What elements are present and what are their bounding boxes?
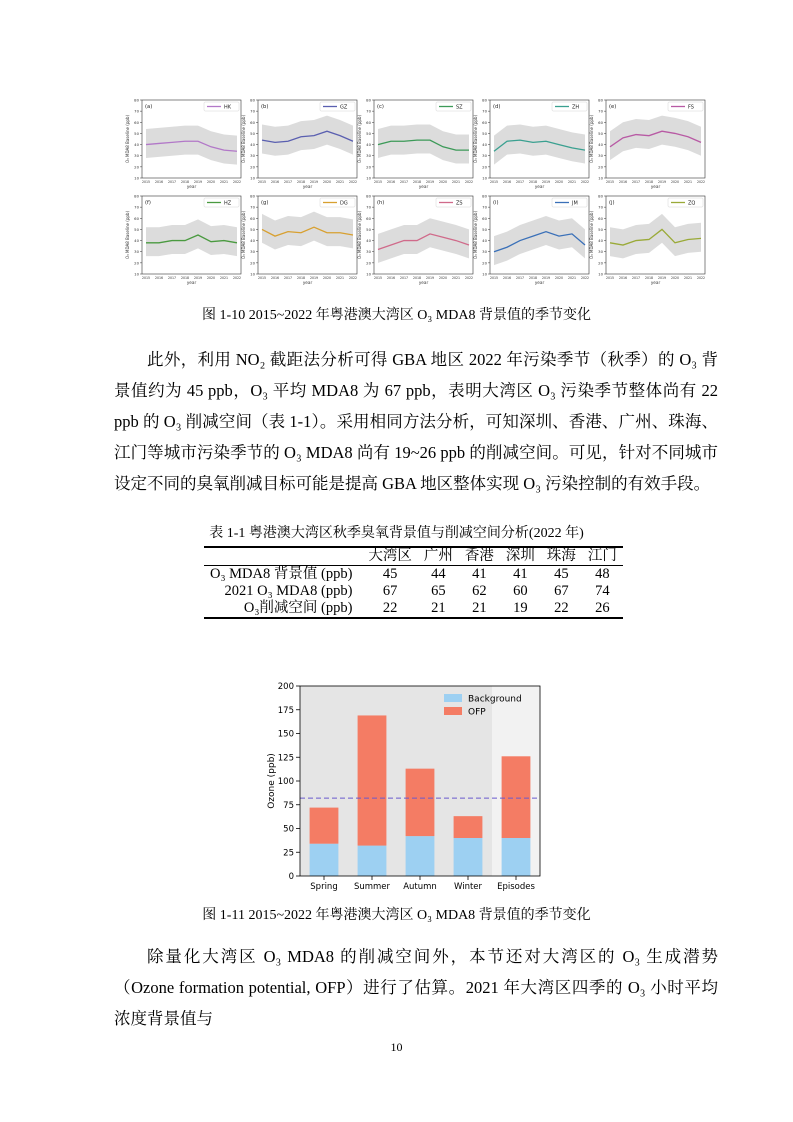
table-cell: 67	[554, 583, 569, 599]
x-tick-label: Summer	[353, 882, 391, 892]
y-tick-label: 50	[482, 226, 487, 232]
panel-letter: (b)	[261, 104, 269, 110]
x-tick-label: 2019	[541, 276, 551, 280]
x-tick-label: 2018	[180, 180, 190, 184]
table-1-1	[204, 546, 623, 619]
y-tick-label: 70	[366, 108, 371, 114]
x-tick-label: 2018	[644, 180, 654, 184]
y-tick-label: 125	[277, 753, 294, 764]
x-tick-label: 2019	[309, 276, 319, 280]
x-tick-label: 2017	[515, 180, 525, 184]
x-tick-label: 2020	[322, 276, 332, 280]
y-tick-label: 50	[366, 130, 371, 136]
y-tick-label: 70	[598, 204, 603, 210]
table-cell: 41	[472, 566, 487, 582]
y-tick-label: 10	[598, 175, 603, 181]
x-tick-label: 2016	[502, 276, 512, 280]
table-cell: 21	[431, 600, 446, 616]
y-tick-label: 20	[598, 164, 603, 170]
x-tick-label: 2019	[425, 276, 435, 280]
y-tick-label: 50	[482, 130, 487, 136]
legend-label: HK	[224, 104, 232, 111]
legend-label: ZS	[456, 200, 463, 207]
y-tick-label: 70	[134, 108, 139, 114]
x-tick-label: 2016	[618, 276, 628, 280]
y-tick-label: 70	[598, 108, 603, 114]
x-tick-label: 2021	[219, 276, 229, 280]
table-row	[204, 566, 623, 584]
x-tick-label: 2015	[489, 276, 499, 280]
range-band	[494, 125, 585, 165]
y-tick-label: 80	[598, 97, 603, 103]
x-tick-label: 2017	[283, 276, 293, 280]
x-tick-label: 2021	[451, 180, 461, 184]
x-tick-label: 2022	[232, 180, 242, 184]
y-tick-label: 200	[277, 682, 294, 692]
table-cell: 67	[382, 583, 398, 599]
y-tick-label: 50	[134, 226, 139, 232]
table-cell: 44	[431, 566, 446, 582]
x-tick-label: Spring	[310, 882, 338, 892]
y-tick-label: 30	[598, 153, 603, 159]
y-tick-label: 20	[134, 260, 139, 266]
y-axis-label: Ozone (ppb)	[267, 753, 277, 809]
y-axis-label: O₃ MDA8 Baseline (ppb)	[473, 210, 478, 260]
table-cell: 65	[431, 583, 446, 599]
y-tick-label: 100	[277, 777, 294, 787]
range-band	[494, 216, 585, 265]
x-tick-label: 2015	[605, 276, 615, 280]
y-tick-label: 20	[366, 260, 371, 266]
x-tick-label: 2016	[502, 180, 512, 184]
x-tick-label: 2018	[412, 276, 422, 280]
y-tick-label: 20	[482, 260, 487, 266]
table-header-cell: 珠海	[546, 548, 576, 564]
bar-background-winter	[454, 838, 483, 876]
panel-hk	[125, 98, 241, 190]
y-axis-label: O₃ MDA8 Baseline (ppb)	[589, 114, 594, 164]
x-tick-label: 2017	[631, 276, 641, 280]
x-tick-label: 2020	[322, 180, 332, 184]
y-tick-label: 20	[482, 164, 487, 170]
table-header-cell: 江门	[587, 548, 617, 564]
seasonal-ozone-bar-chart	[262, 676, 552, 896]
y-tick-label: 70	[482, 108, 487, 114]
legend-label-ofp: OFP	[468, 707, 486, 718]
x-tick-label: 2019	[193, 180, 203, 184]
y-tick-label: 30	[134, 249, 139, 255]
x-tick-label: 2021	[683, 276, 693, 280]
panel-letter: (d)	[493, 104, 501, 110]
x-tick-label: 2021	[567, 180, 577, 184]
y-tick-label: 25	[283, 848, 294, 859]
x-tick-label: Episodes	[497, 882, 535, 892]
y-tick-label: 10	[482, 175, 487, 181]
bar-background-summer	[358, 846, 387, 876]
panel-zq	[589, 194, 705, 286]
panel-zs	[357, 194, 473, 286]
legend-label-background: Background	[468, 694, 522, 705]
x-tick-label: 2019	[193, 276, 203, 280]
city-baseline-panels	[120, 92, 720, 292]
y-tick-label: 175	[277, 705, 294, 716]
y-tick-label: 150	[277, 729, 294, 740]
x-tick-label: 2015	[373, 180, 383, 184]
y-tick-label: 50	[250, 226, 255, 232]
x-tick-label: 2022	[232, 276, 242, 280]
y-tick-label: 40	[598, 238, 603, 244]
x-tick-label: 2022	[464, 180, 474, 184]
bar-ofp-summer	[358, 715, 387, 845]
x-tick-label: 2019	[425, 180, 435, 184]
x-tick-label: 2015	[373, 276, 383, 280]
x-tick-label: 2018	[528, 276, 538, 280]
x-tick-label: 2018	[412, 180, 422, 184]
x-tick-label: 2018	[180, 276, 190, 280]
y-tick-label: 40	[366, 142, 371, 148]
y-tick-label: 20	[366, 164, 371, 170]
y-tick-label: 60	[482, 215, 487, 221]
x-tick-label: Autumn	[403, 882, 437, 892]
panel-dg	[241, 194, 357, 286]
x-tick-label: 2017	[631, 180, 641, 184]
panel-fs	[589, 98, 705, 190]
table-cell: 22	[554, 600, 569, 616]
table-cell: 48	[595, 566, 610, 582]
bar-ofp-autumn	[406, 769, 435, 836]
x-tick-label: 2019	[657, 276, 667, 280]
table-cell: 19	[513, 600, 528, 616]
x-tick-label: 2022	[464, 276, 474, 280]
y-tick-label: 70	[482, 204, 487, 210]
figure-1-11-caption: 图 1-11 2015~2022 年粤港澳大湾区 O₃ MDA8 背景值的季节变化	[202, 908, 591, 923]
x-tick-label: 2019	[541, 180, 551, 184]
y-tick-label: 10	[366, 175, 371, 181]
legend-label: HZ	[224, 200, 232, 207]
x-axis-label: year	[418, 184, 429, 189]
x-tick-label: 2016	[270, 276, 280, 280]
y-tick-label: 20	[250, 260, 255, 266]
y-tick-label: 80	[482, 97, 487, 103]
table-header-cell: 香港	[464, 548, 494, 564]
x-tick-label: 2020	[670, 276, 680, 280]
y-tick-label: 60	[134, 119, 139, 125]
y-tick-label: 60	[598, 215, 603, 221]
y-tick-label: 10	[598, 271, 603, 277]
x-tick-label: 2015	[141, 276, 151, 280]
y-tick-label: 30	[598, 249, 603, 255]
x-tick-label: 2022	[696, 180, 706, 184]
x-tick-label: 2015	[489, 180, 499, 184]
y-tick-label: 50	[598, 226, 603, 232]
y-tick-label: 20	[598, 260, 603, 266]
y-tick-label: 80	[366, 193, 371, 199]
y-tick-label: 60	[250, 119, 255, 125]
x-tick-label: 2020	[206, 180, 216, 184]
legend-swatch-ofp	[444, 707, 462, 715]
table-cell: 45	[554, 566, 569, 582]
y-tick-label: 70	[250, 108, 255, 114]
x-tick-label: 2017	[167, 180, 177, 184]
x-tick-label: 2021	[335, 180, 345, 184]
legend-label: SZ	[456, 104, 463, 111]
x-tick-label: 2022	[348, 276, 358, 280]
y-tick-label: 20	[134, 164, 139, 170]
panel-letter: (e)	[609, 104, 617, 110]
y-tick-label: 50	[134, 130, 139, 136]
x-tick-label: 2016	[154, 180, 164, 184]
bar-background-episodes	[502, 838, 531, 876]
panel-letter: (j)	[609, 200, 615, 206]
table-cell: 41	[513, 566, 528, 582]
x-tick-label: 2022	[580, 180, 590, 184]
x-tick-label: 2021	[567, 276, 577, 280]
y-tick-label: 80	[366, 97, 371, 103]
table-cell: 21	[472, 600, 487, 616]
y-tick-label: 75	[283, 800, 294, 811]
x-tick-label: 2016	[270, 180, 280, 184]
y-tick-label: 70	[366, 204, 371, 210]
table-cell: 62	[472, 583, 487, 599]
bar-ofp-winter	[454, 816, 483, 838]
y-tick-label: 30	[134, 153, 139, 159]
x-tick-label: 2018	[644, 276, 654, 280]
x-axis-label: year	[418, 280, 429, 285]
y-tick-label: 60	[134, 215, 139, 221]
x-tick-label: 2016	[386, 180, 396, 184]
x-tick-label: 2020	[438, 180, 448, 184]
y-tick-label: 0	[288, 872, 294, 882]
x-axis-label: year	[186, 280, 197, 285]
x-tick-label: 2018	[528, 180, 538, 184]
table-header-cell	[204, 547, 362, 566]
y-tick-label: 40	[134, 238, 139, 244]
y-tick-label: 80	[250, 193, 255, 199]
table-cell: O₃削减空间 (ppb)	[243, 600, 353, 616]
range-band	[610, 214, 701, 259]
panel-letter: (a)	[145, 104, 153, 110]
x-axis-label: year	[186, 184, 197, 189]
x-tick-label: 2017	[399, 276, 409, 280]
y-tick-label: 60	[482, 119, 487, 125]
table-cell: 22	[382, 600, 398, 616]
x-tick-label: 2020	[554, 180, 564, 184]
range-band	[378, 125, 469, 164]
panel-letter: (c)	[377, 104, 384, 110]
y-axis-label: O₃ MDA8 Baseline (ppb)	[357, 114, 362, 164]
y-tick-label: 50	[366, 226, 371, 232]
panel-sz	[357, 98, 473, 190]
figure-1-10-caption: 图 1-10 2015~2022 年粤港澳大湾区 O₃ MDA8 背景值的季节变化	[202, 308, 591, 323]
table-cell: 45	[382, 566, 398, 582]
panel-hz	[125, 194, 241, 286]
x-axis-label: year	[302, 184, 313, 189]
bar-ofp-spring	[310, 808, 339, 844]
y-tick-label: 60	[366, 215, 371, 221]
y-tick-label: 80	[134, 193, 139, 199]
table-header-cell: 大湾区	[368, 548, 412, 564]
y-axis-label: O₃ MDA8 Baseline (ppb)	[241, 210, 246, 260]
panel-zh	[473, 98, 589, 190]
table-header-row	[204, 547, 623, 566]
legend-swatch-background	[444, 694, 462, 702]
x-tick-label: 2017	[399, 180, 409, 184]
x-tick-label: 2016	[618, 180, 628, 184]
y-tick-label: 40	[250, 238, 255, 244]
range-band	[146, 126, 237, 165]
bar-ofp-episodes	[502, 756, 531, 838]
table-row	[204, 583, 623, 600]
y-tick-label: 40	[598, 142, 603, 148]
panel-letter: (i)	[493, 200, 499, 206]
x-axis-label: year	[650, 280, 661, 285]
x-tick-label: 2021	[683, 180, 693, 184]
y-tick-label: 80	[598, 193, 603, 199]
y-tick-label: 60	[366, 119, 371, 125]
x-tick-label: 2016	[386, 276, 396, 280]
legend-label: DG	[340, 200, 348, 207]
table-row	[204, 600, 623, 618]
legend-label: JM	[572, 200, 578, 207]
panel-letter: (g)	[261, 200, 269, 206]
table-cell: O₃ MDA8 背景值 (ppb)	[210, 566, 353, 582]
panel-letter: (h)	[377, 200, 385, 206]
x-tick-label: 2017	[515, 276, 525, 280]
legend-label: ZH	[572, 104, 580, 111]
table-cell: 26	[595, 600, 610, 616]
y-axis-label: O₃ MDA8 Baseline (ppb)	[589, 210, 594, 260]
y-axis-label: O₃ MDA8 Baseline (ppb)	[125, 114, 130, 164]
paragraph-1: 此外，利用 NO₂ 截距法分析可得 GBA 地区 2022 年污染季节（秋季）的 O₃ 背景值约为 45 ppb，O₃ 平均 MDA8 为 67 ppb，表明大湾区 O₃ 污染季节整体尚有 22 ppb 的 O₃ 削减空间（表 1-1）。采用相同方法分析，可知深圳、香港、广州、珠海、江门等城市污染季节的 O₃ MDA8 尚有 19~26 ppb 的削减空间。可见，针对不同城市设定不同的臭氧削减目标可能是提高 GBA 地区整体实现 O₃ 污染控制的有效手段。	[114, 350, 718, 493]
y-tick-label: 30	[250, 249, 255, 255]
y-axis-label: O₃ MDA8 Baseline (ppb)	[241, 114, 246, 164]
y-tick-label: 40	[366, 238, 371, 244]
x-tick-label: 2021	[451, 276, 461, 280]
y-tick-label: 40	[134, 142, 139, 148]
x-axis-label: year	[534, 184, 545, 189]
x-tick-label: 2015	[257, 276, 267, 280]
y-tick-label: 80	[250, 97, 255, 103]
y-tick-label: 50	[283, 824, 294, 835]
y-axis-label: O₃ MDA8 Baseline (ppb)	[357, 210, 362, 260]
x-axis-label: year	[302, 280, 313, 285]
paragraph-2: 除量化大湾区 O₃ MDA8 的削减空间外，本节还对大湾区的 O₃ 生成潜势（Ozone formation potential, OFP）进行了估算。2021 年大湾区四季的 O₃ 小时平均浓度背景值与	[114, 947, 718, 1028]
x-tick-label: 2020	[206, 276, 216, 280]
x-tick-label: 2017	[167, 276, 177, 280]
y-tick-label: 80	[482, 193, 487, 199]
x-tick-label: 2017	[283, 180, 293, 184]
y-tick-label: 30	[366, 249, 371, 255]
y-tick-label: 50	[250, 130, 255, 136]
y-tick-label: 40	[482, 142, 487, 148]
y-tick-label: 60	[250, 215, 255, 221]
x-tick-label: 2015	[141, 180, 151, 184]
x-tick-label: 2015	[605, 180, 615, 184]
table-1-1-caption: 表 1-1 粤港澳大湾区秋季臭氧背景值与削减空间分析(2022 年)	[209, 526, 584, 541]
table-cell: 60	[513, 583, 528, 599]
legend-label: ZQ	[688, 200, 696, 207]
bar-background-spring	[310, 844, 339, 876]
y-tick-label: 10	[366, 271, 371, 277]
y-axis-label: O₃ MDA8 Baseline (ppb)	[125, 210, 130, 260]
y-tick-label: 10	[134, 175, 139, 181]
panel-gz	[241, 98, 357, 190]
y-tick-label: 60	[598, 119, 603, 125]
x-axis-label: year	[534, 280, 545, 285]
y-tick-label: 30	[366, 153, 371, 159]
y-tick-label: 50	[598, 130, 603, 136]
table-cell: 74	[595, 583, 610, 599]
panel-letter: (f)	[145, 200, 151, 206]
x-tick-label: 2015	[257, 180, 267, 184]
x-tick-label: 2019	[657, 180, 667, 184]
x-tick-label: 2020	[554, 276, 564, 280]
legend-label: GZ	[340, 104, 348, 111]
x-tick-label: 2022	[348, 180, 358, 184]
x-tick-label: 2020	[438, 276, 448, 280]
y-tick-label: 80	[134, 97, 139, 103]
y-tick-label: 20	[250, 164, 255, 170]
y-tick-label: 70	[250, 204, 255, 210]
x-tick-label: 2022	[696, 276, 706, 280]
x-tick-label: Winter	[453, 882, 483, 892]
x-axis-label: year	[650, 184, 661, 189]
x-tick-label: 2018	[296, 276, 306, 280]
x-tick-label: 2022	[580, 276, 590, 280]
y-axis-label: O₃ MDA8 Baseline (ppb)	[473, 114, 478, 164]
x-tick-label: 2018	[296, 180, 306, 184]
table-header-cell: 深圳	[505, 548, 535, 564]
y-tick-label: 10	[482, 271, 487, 277]
table-cell: 2021 O₃ MDA8 (ppb)	[224, 583, 353, 599]
y-tick-label: 30	[482, 249, 487, 255]
x-tick-label: 2016	[154, 276, 164, 280]
y-tick-label: 70	[134, 204, 139, 210]
y-tick-label: 10	[250, 271, 255, 277]
legend-label: FS	[688, 104, 694, 111]
table-header-cell: 广州	[423, 548, 453, 564]
y-tick-label: 40	[250, 142, 255, 148]
x-tick-label: 2021	[219, 180, 229, 184]
x-tick-label: 2020	[670, 180, 680, 184]
x-tick-label: 2019	[309, 180, 319, 184]
y-tick-label: 10	[250, 175, 255, 181]
page-number: 10	[390, 1040, 403, 1054]
y-tick-label: 30	[482, 153, 487, 159]
y-tick-label: 40	[482, 238, 487, 244]
x-tick-label: 2021	[335, 276, 345, 280]
y-tick-label: 10	[134, 271, 139, 277]
panel-jm	[473, 194, 589, 286]
y-tick-label: 30	[250, 153, 255, 159]
bar-background-autumn	[406, 836, 435, 876]
